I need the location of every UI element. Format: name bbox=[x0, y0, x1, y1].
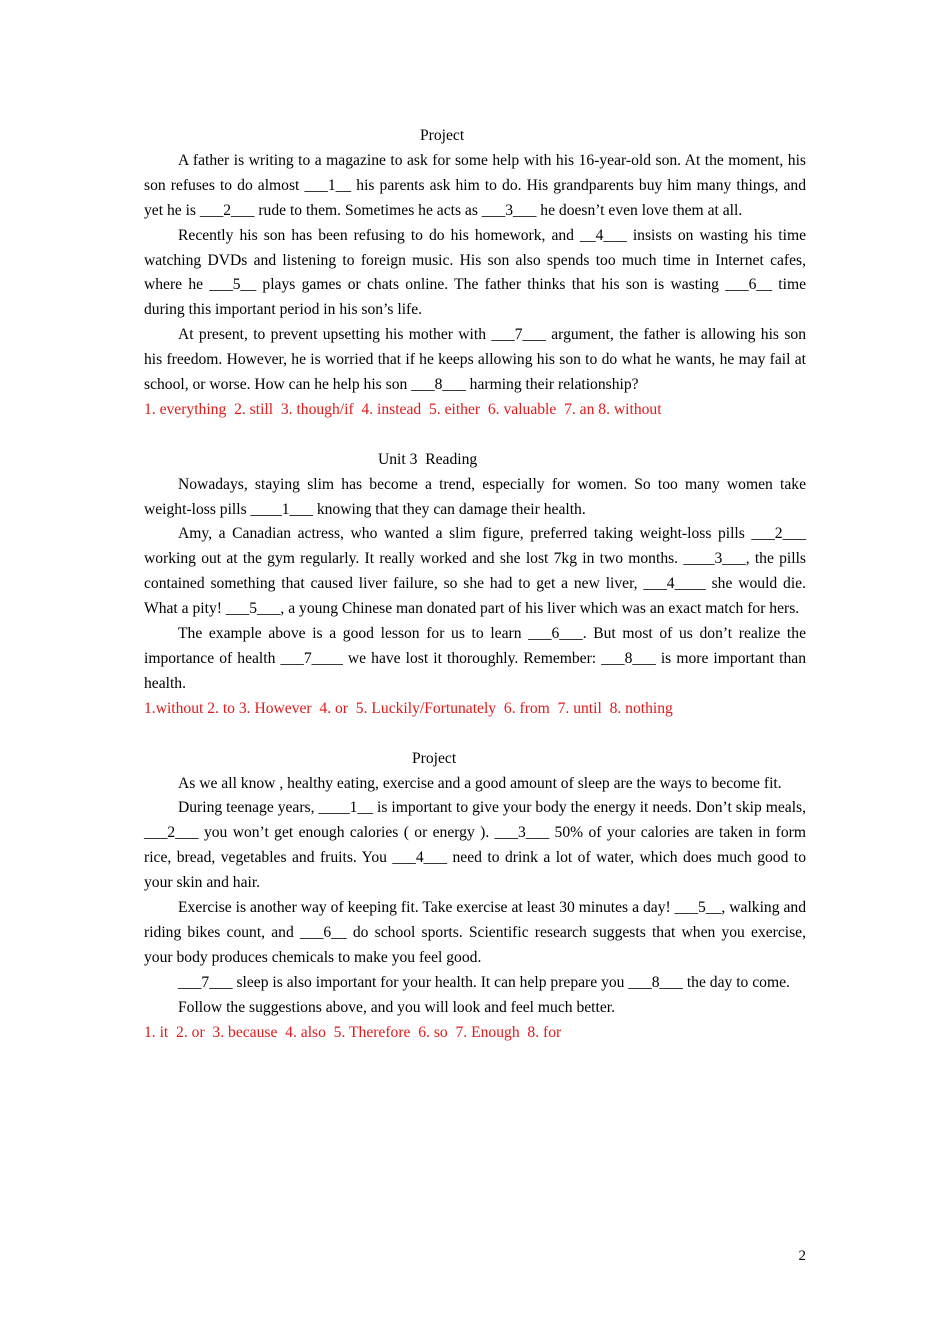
paragraph: Exercise is another way of keeping fit. Take exercise at least 30 minutes a day! ___5__, walking and riding bikes count, and ___6__ do school sports. Scientific research suggests that when you exercise, your body produces chemicals to make you feel good. bbox=[144, 899, 806, 966]
spacer bbox=[144, 423, 806, 448]
section-title: Unit 3 Reading bbox=[378, 450, 478, 468]
paragraph: ___7___ sleep is also important for your health. It can help prepare you ___8___ the day to come. bbox=[178, 973, 790, 991]
answer-key: 1. it 2. or 3. because 4. also 5. Therefore 6. so 7. Enough 8. for bbox=[144, 1023, 562, 1041]
paragraph: Amy, a Canadian actress, who wanted a slim figure, preferred taking weight-loss pills ___2___ working out at the gym regularly. It really worked and she lost 7kg in two months. ____3___, the pills contained something that caused liver failure, so she had to get a new liver, ___4____ she would die. What a pity! ___5___, a young Chinese man donated part of his liver which was an exact match for hers. bbox=[144, 525, 806, 618]
paragraph: A father is writing to a magazine to ask for some help with his 16-year-old son. At the moment, his son refuses to do almost ___1__ his parents ask him to do. His grandparents buy him many things, and yet he is ___2___ rude to them. Sometimes he acts as ___3___ he doesn’t even love them at all. bbox=[144, 151, 806, 219]
answer-key: 1. everything 2. still 3. though/if 4. instead 5. either 6. valuable 7. an 8. without bbox=[144, 400, 662, 418]
section-project-1 bbox=[144, 124, 806, 423]
paragraph: Follow the suggestions above, and you will look and feel much better. bbox=[178, 998, 615, 1016]
answer-key: 1.without 2. to 3. However 4. or 5. Luckily/Fortunately 6. from 7. until 8. nothing bbox=[144, 699, 673, 717]
paragraph: As we all know , healthy eating, exercise and a good amount of sleep are the ways to become fit. bbox=[178, 774, 782, 792]
page-number: 2 bbox=[798, 1248, 806, 1264]
paragraph: Nowadays, staying slim has become a trend, especially for women. So too many women take weight-loss pills ____1___ knowing that they can damage their health. bbox=[144, 475, 806, 518]
paragraph: At present, to prevent upsetting his mother with ___7___ argument, the father is allowing his son his freedom. However, he is worried that if he keeps allowing his son to do what he wants, he may fail at school, or worse. How can he help his son ___8___ harming their relationship? bbox=[144, 326, 806, 394]
section-title: Project bbox=[420, 127, 465, 144]
section-unit3-reading bbox=[144, 448, 806, 722]
paragraph: During teenage years, ____1__ is important to give your body the energy it needs. Don’t skip meals, ___2___ you won’t get enough calories ( or energy ). ___3___ 50% of your calories are taken in form rice, bread, vegetables and fruits. You ___4___ need to drink a lot of water, which does much good to your skin and hair. bbox=[144, 799, 806, 892]
document-page bbox=[144, 124, 806, 1046]
paragraph: The example above is a good lesson for us to learn ___6___. But most of us don’t realize the importance of health ___7____ we have lost it thoroughly. Remember: ___8___ is more important than health. bbox=[144, 625, 806, 692]
section-project-2 bbox=[144, 747, 806, 1046]
section-title: Project bbox=[412, 749, 457, 767]
paragraph: Recently his son has been refusing to do his homework, and __4___ insists on wasting his time watching DVDs and listening to foreign music. His son also spends too much time in Internet cafes, where he ___5__ plays games or chats online. The father thinks that his son is wasting ___6__ time during this important period in his son’s life. bbox=[144, 226, 806, 319]
spacer bbox=[144, 722, 806, 747]
